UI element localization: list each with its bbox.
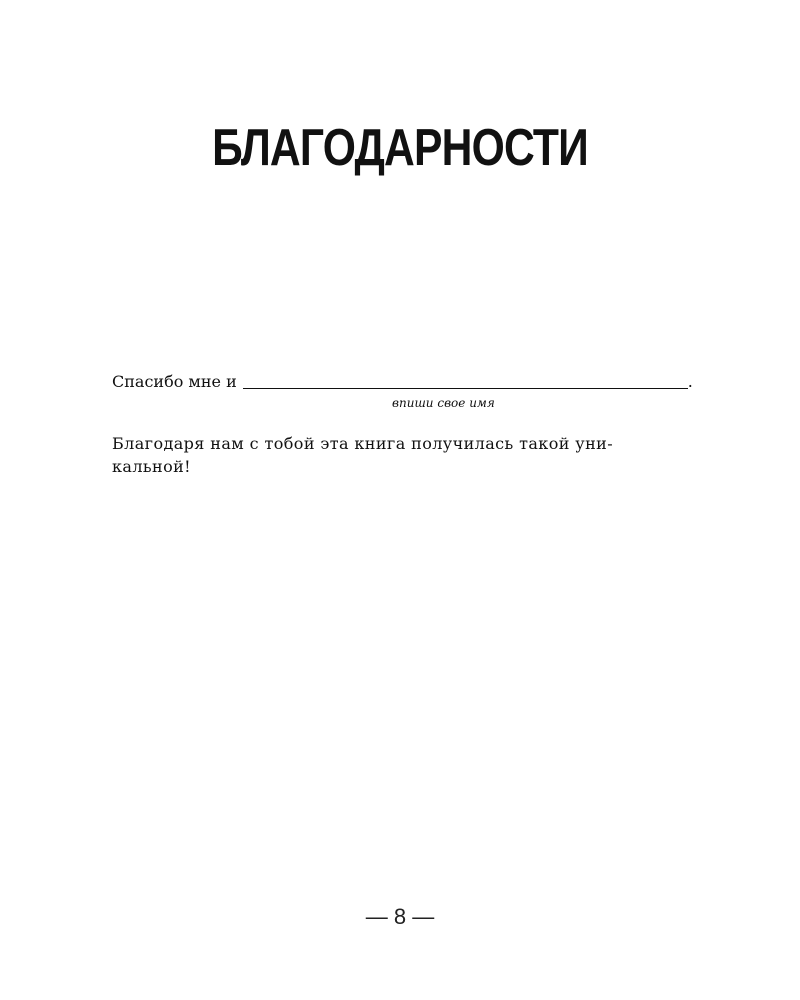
thanks-suffix: . — [687, 372, 693, 391]
paragraph-line-1: Благодаря нам с тобой эта книга получилась такой уни- — [112, 434, 614, 453]
thanks-line — [112, 370, 708, 394]
body-paragraph — [112, 432, 706, 478]
thanks-prefix: Спасибо мне и — [112, 372, 237, 391]
name-blank-line — [243, 370, 688, 389]
name-hint: впиши свое имя — [392, 396, 495, 410]
page-number: — 8 — — [365, 904, 435, 929]
paragraph-line-2: кальной! — [112, 457, 192, 476]
page-title: БЛАГОДАРНОСТИ — [212, 119, 588, 177]
